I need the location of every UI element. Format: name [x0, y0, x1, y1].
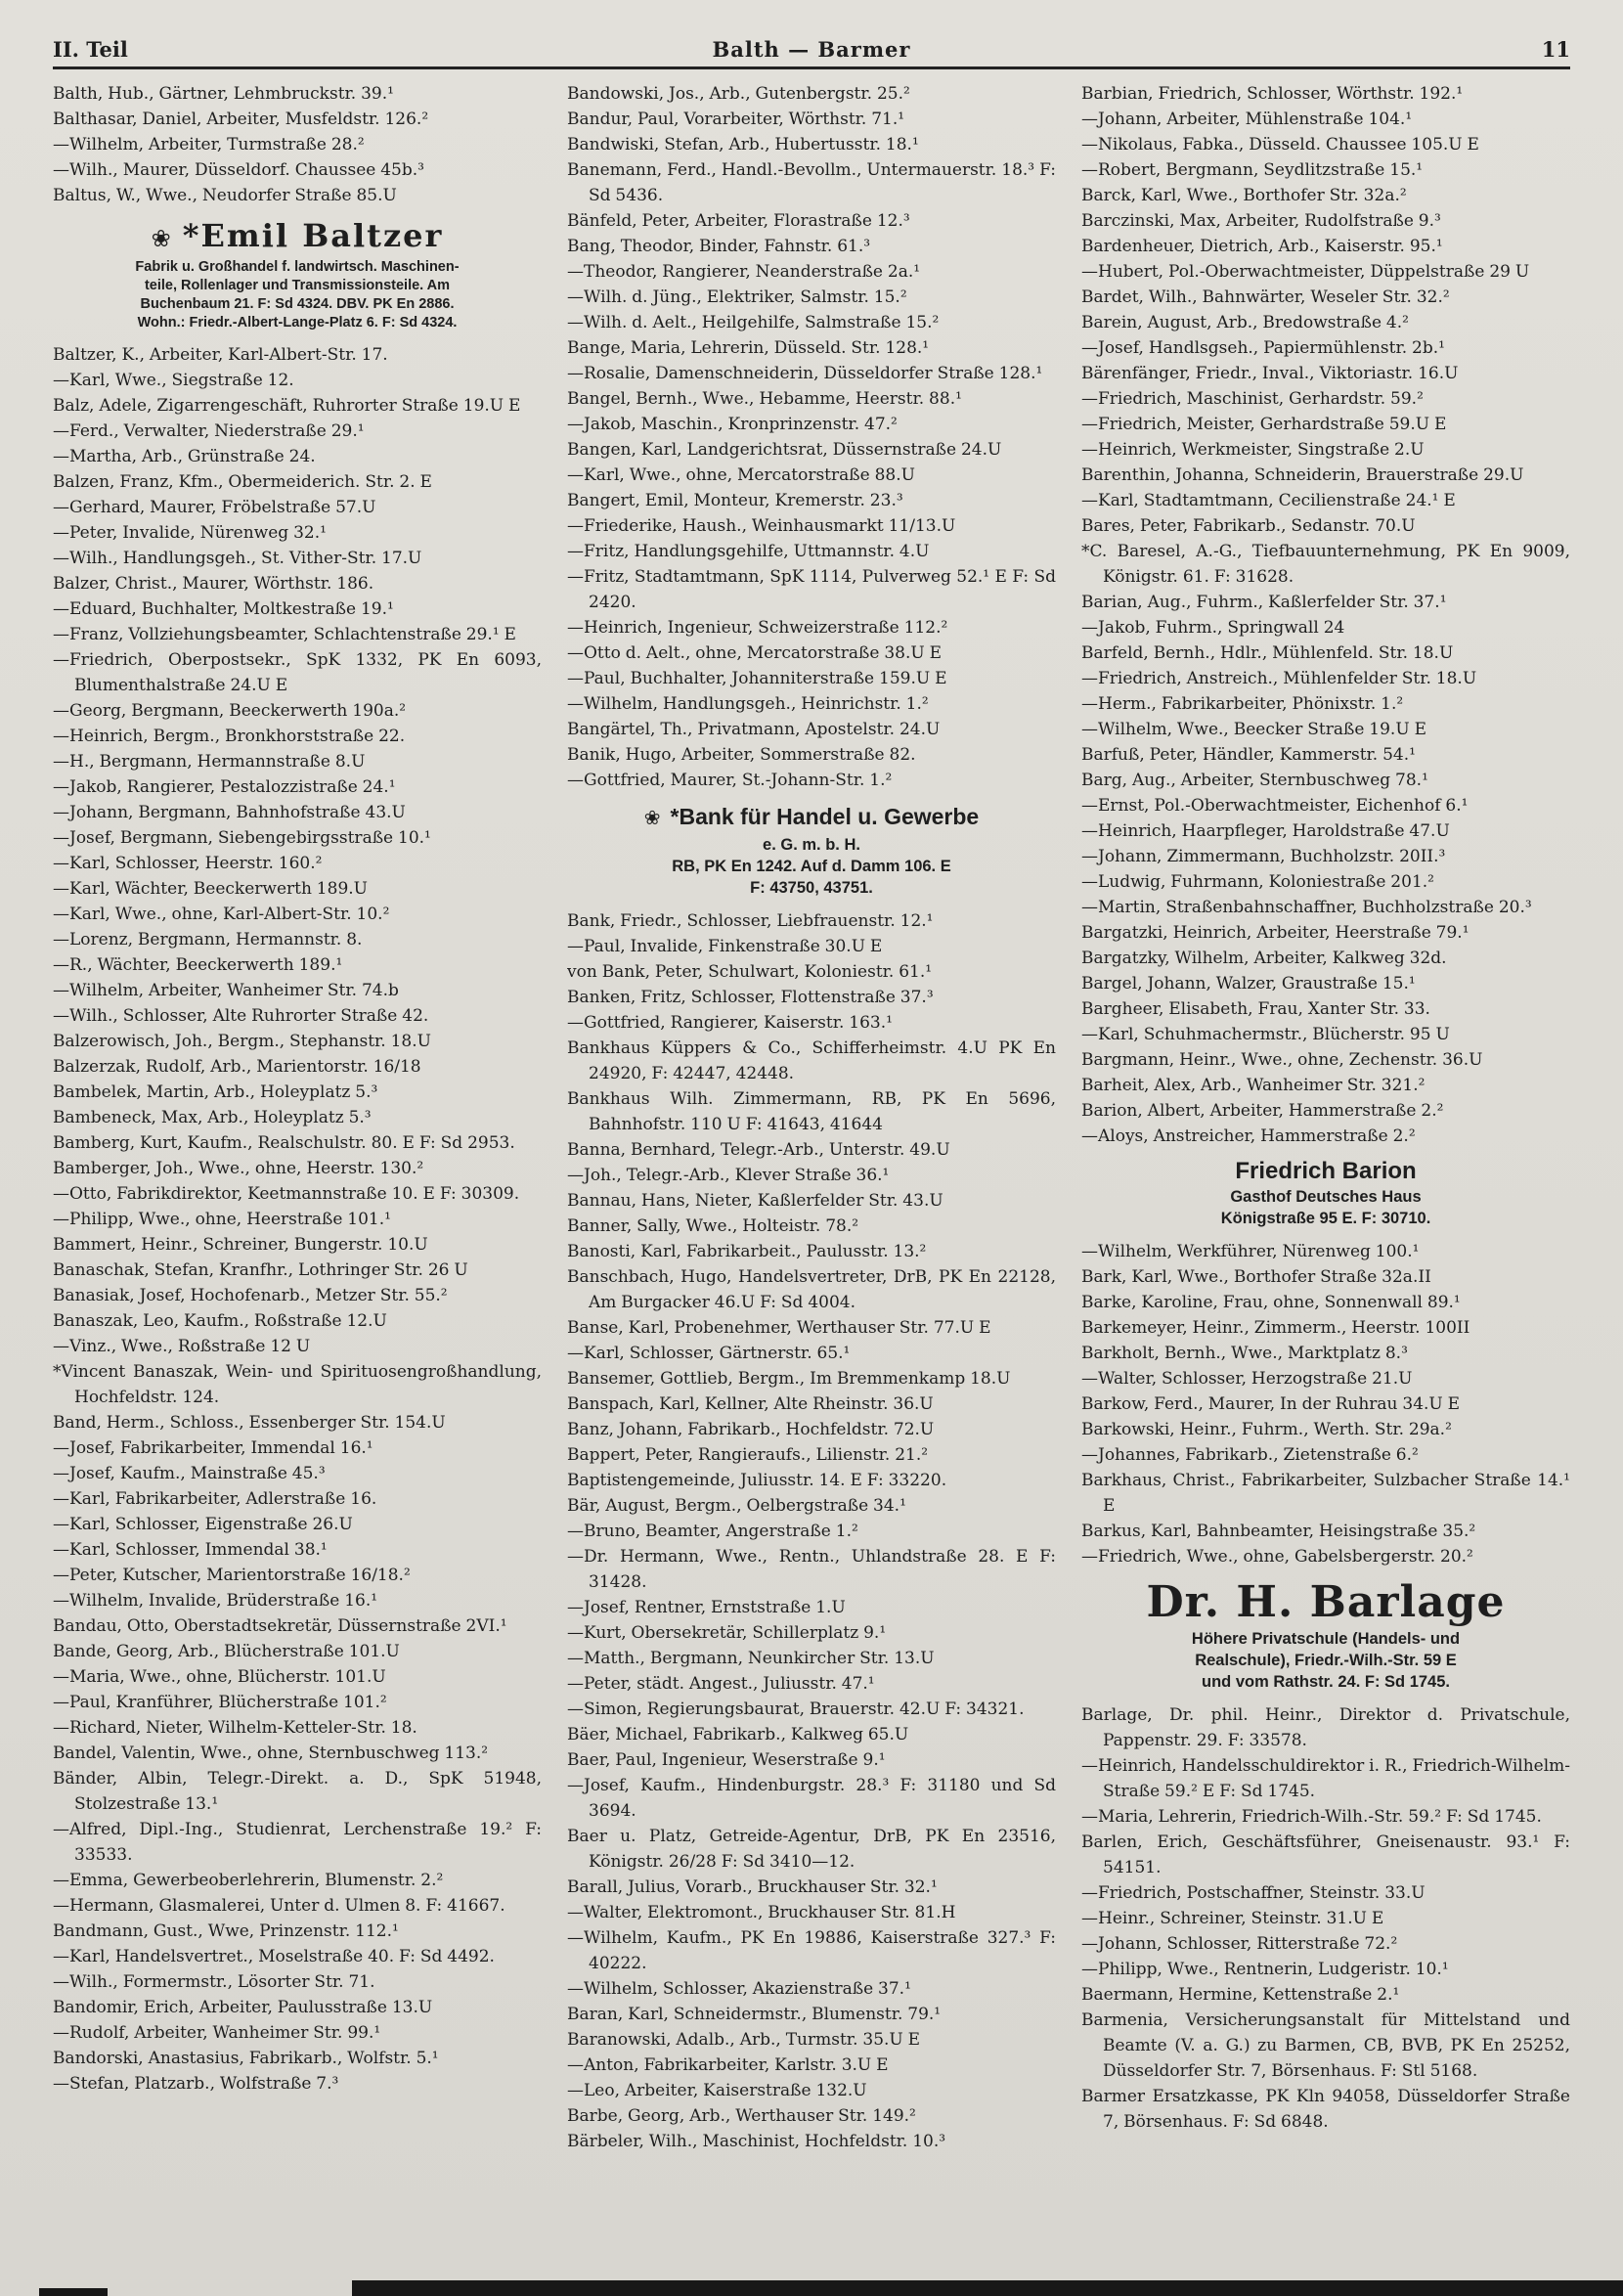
directory-entry: —Karl, Stadtamtmann, Cecilienstraße 24.¹ E: [1081, 491, 1456, 510]
directory-entry: Banna, Bernhard, Telegr.-Arb., Unterstr. 49.U: [567, 1140, 950, 1160]
directory-entry: Banner, Sally, Wwe., Holteistr. 78.²: [567, 1216, 859, 1236]
directory-entry: Bandwiski, Stefan, Arb., Hubertusstr. 18.¹: [567, 135, 919, 155]
directory-entry: —Herm., Fabrikarbeiter, Phönixstr. 1.²: [1081, 694, 1404, 714]
directory-entry: —Vinz., Wwe., Roßstraße 12 U: [53, 1337, 311, 1356]
page-edge-mark: [39, 2288, 108, 2296]
directory-entry: —Friederike, Haush., Weinhausmarkt 11/13.U: [567, 516, 956, 536]
directory-entry: —Rosalie, Damenschneiderin, Düsseldorfer Straße 128.¹: [567, 364, 1043, 383]
directory-entry: Balzerzak, Rudolf, Arb., Marientorstr. 16/18: [53, 1057, 421, 1077]
directory-entry: —Philipp, Wwe., Rentnerin, Ludgeristr. 10.¹: [1081, 1960, 1449, 1979]
directory-entry: Bardet, Wilh., Bahnwärter, Weseler Str. 32.²: [1081, 287, 1450, 307]
directory-entry: —Maria, Wwe., ohne, Blücherstr. 101.U: [53, 1667, 386, 1687]
flower-ornament-icon: ❀: [151, 225, 173, 252]
directory-entry: —Friedrich, Maschinist, Gerhardstr. 59.²: [1081, 389, 1424, 409]
directory-entry: —Friedrich, Postschaffner, Steinstr. 33.U: [1081, 1883, 1426, 1903]
directory-entry: Barg, Aug., Arbeiter, Sternbuschweg 78.¹: [1081, 771, 1428, 790]
directory-entry: —Peter, Kutscher, Marientorstraße 16/18.²: [53, 1566, 411, 1585]
directory-entry: —Rudolf, Arbeiter, Wanheimer Str. 99.¹: [53, 2023, 381, 2043]
directory-entry: —Friedrich, Anstreich., Mühlenfelder Str. 18.U: [1081, 669, 1477, 688]
directory-entry: Barkemeyer, Heinr., Zimmerm., Heerstr. 100II: [1081, 1318, 1470, 1338]
directory-entry: —Johann, Zimmermann, Buchholzstr. 20II.³: [1081, 847, 1446, 866]
directory-entry: —Wilh., Maurer, Düsseldorf. Chaussee 45b.³: [53, 160, 424, 180]
directory-entry: Bangert, Emil, Monteur, Kremerstr. 23.³: [567, 491, 903, 510]
directory-entry: Bangen, Karl, Landgerichtsrat, Düssernstraße 24.U: [567, 440, 1002, 460]
directory-entry: —Lorenz, Bergmann, Hermannstr. 8.: [53, 930, 363, 949]
directory-entry: Bande, Georg, Arb., Blücherstraße 101.U: [53, 1642, 400, 1661]
directory-entry: Bammert, Heinr., Schreiner, Bungerstr. 10.U: [53, 1235, 428, 1255]
directory-entry: —Aloys, Anstreicher, Hammerstraße 2.²: [1081, 1126, 1416, 1146]
directory-entry: Bange, Maria, Lehrerin, Düsseld. Str. 128.¹: [567, 338, 930, 358]
directory-entry: Barkow, Ferd., Maurer, In der Ruhrau 34.U E: [1081, 1394, 1461, 1414]
ad-line: Buchenbaum 21. F: Sd 4324. DBV. PK En 2886.: [140, 296, 455, 312]
directory-entry: —R., Wächter, Beeckerwerth 189.¹: [53, 955, 343, 975]
directory-entry: Bankhaus Wilh. Zimmermann, RB, PK En 5696, Bahnhofstr. 110 U F: 41643, 41644: [567, 1089, 1056, 1134]
directory-entry: —Eduard, Buchhalter, Moltkestraße 19.¹: [53, 599, 394, 619]
ad-title-text: *Bank für Handel u. Gewerbe: [670, 804, 980, 829]
directory-entry: —Wilh., Schlosser, Alte Ruhrorter Straße 42.: [53, 1006, 429, 1026]
directory-entry: Barkhaus, Christ., Fabrikarbeiter, Sulzbacher Straße 14.¹ E: [1081, 1471, 1570, 1516]
directory-entry: —Leo, Arbeiter, Kaiserstraße 132.U: [567, 2081, 867, 2100]
directory-entry: Barlen, Erich, Geschäftsführer, Gneisenaustr. 93.¹ F: 54151.: [1081, 1832, 1570, 1877]
directory-entry: —Emma, Gewerbeoberlehrerin, Blumenstr. 2.²: [53, 1871, 444, 1890]
directory-entry: —Theodor, Rangierer, Neanderstraße 2a.¹: [567, 262, 921, 282]
directory-entry: Barheit, Alex, Arb., Wanheimer Str. 321.²: [1081, 1076, 1426, 1095]
directory-entry: Balzer, Christ., Maurer, Wörthstr. 186.: [53, 574, 374, 594]
ad-line: RB, PK En 1242. Auf d. Damm 106. E: [672, 858, 951, 875]
ad-emil-baltzer: [53, 216, 542, 332]
directory-entry: —Josef, Rentner, Ernststraße 1.U: [567, 1598, 846, 1617]
directory-entry: Bank, Friedr., Schlosser, Liebfrauenstr. 12.¹: [567, 911, 934, 931]
directory-entry: Banemann, Ferd., Handl.-Bevollm., Untermauerstr. 18.³ F: Sd 5436.: [567, 160, 1056, 205]
directory-entry: Bandorski, Anastasius, Fabrikarb., Wolfstr. 5.¹: [53, 2049, 439, 2068]
directory-entry: —Heinr., Schreiner, Steinstr. 31.U E: [1081, 1909, 1384, 1928]
column-1: [53, 81, 542, 2272]
directory-entry: —Peter, städt. Angest., Juliusstr. 47.¹: [567, 1674, 875, 1694]
directory-entry: Barion, Albert, Arbeiter, Hammerstraße 2.²: [1081, 1101, 1444, 1121]
directory-entry: Bappert, Peter, Rangieraufs., Lilienstr. 21.²: [567, 1445, 929, 1465]
column-2: [567, 81, 1056, 2272]
directory-entry: Barck, Karl, Wwe., Borthofer Str. 32a.²: [1081, 186, 1407, 205]
directory-entry: Band, Herm., Schloss., Essenberger Str. 154.U: [53, 1413, 446, 1433]
directory-entry: —Nikolaus, Fabka., Düsseld. Chaussee 105.U E: [1081, 135, 1479, 155]
column-3: [1081, 81, 1570, 2272]
directory-entry: Bänfeld, Peter, Arbeiter, Florastraße 12.³: [567, 211, 910, 231]
directory-entry: —Ernst, Pol.-Oberwachtmeister, Eichenhof 6.¹: [1081, 796, 1469, 816]
directory-entry: —Peter, Invalide, Nürenweg 32.¹: [53, 523, 327, 543]
directory-entry: —Heinrich, Werkmeister, Singstraße 2.U: [1081, 440, 1425, 460]
directory-entry: —Robert, Bergmann, Seydlitzstraße 15.¹: [1081, 160, 1424, 180]
directory-entry: —Wilhelm, Kaufm., PK En 19886, Kaiserstraße 327.³ F: 40222.: [567, 1928, 1056, 1973]
directory-entry: —Heinrich, Ingenieur, Schweizerstraße 112.²: [567, 618, 948, 638]
directory-entry: Bandel, Valentin, Wwe., ohne, Sternbuschweg 113.²: [53, 1744, 489, 1763]
ad-title-text: Dr. H. Barlage: [1146, 1577, 1506, 1627]
directory-entry: Balzen, Franz, Kfm., Obermeiderich. Str. 2. E: [53, 472, 432, 492]
directory-entry: —Otto, Fabrikdirektor, Keetmannstraße 10. E F: 30309.: [53, 1184, 520, 1204]
ad-line: Fabrik u. Großhandel f. landwirtsch. Maschinen-: [135, 259, 460, 275]
ad-line: Realschule), Friedr.-Wilh.-Str. 59 E: [1195, 1652, 1457, 1669]
directory-entry: —Friedrich, Wwe., ohne, Gabelsbergerstr. 20.²: [1081, 1547, 1473, 1567]
directory-entry: Bargatzki, Heinrich, Arbeiter, Heerstraße 79.¹: [1081, 923, 1469, 943]
directory-entry: Barfuß, Peter, Händler, Kammerstr. 54.¹: [1081, 745, 1416, 765]
directory-entry: —Josef, Bergmann, Siebengebirgsstraße 10.¹: [53, 828, 431, 848]
directory-entry: Bargel, Johann, Walzer, Graustraße 15.¹: [1081, 974, 1416, 993]
directory-entry: Banschbach, Hugo, Handelsvertreter, DrB, PK En 22128, Am Burgacker 46.U F: Sd 4004.: [567, 1267, 1056, 1312]
directory-entry: Balz, Adele, Zigarrengeschäft, Ruhrorter Straße 19.U E: [53, 396, 521, 416]
directory-entry: Barkus, Karl, Bahnbeamter, Heisingstraße 35.²: [1081, 1522, 1476, 1541]
running-head: Balth — Barmer: [712, 37, 911, 62]
ad-title-text: *Emil Baltzer: [182, 217, 444, 254]
directory-entry: —Fritz, Stadtamtmann, SpK 1114, Pulverweg 52.¹ E F: Sd 2420.: [567, 567, 1056, 612]
directory-entry: Bandowski, Jos., Arb., Gutenbergstr. 25.²: [567, 84, 910, 104]
directory-entry: Bambelek, Martin, Arb., Holeyplatz 5.³: [53, 1082, 378, 1102]
directory-entry: Banz, Johann, Fabrikarb., Hochfeldstr. 72.U: [567, 1420, 935, 1439]
directory-entry: Barfeld, Bernh., Hdlr., Mühlenfeld. Str. 18.U: [1081, 643, 1454, 663]
directory-entry: Bandmann, Gust., Wwe, Prinzenstr. 112.¹: [53, 1921, 399, 1941]
directory-entry: —Wilhelm, Wwe., Beecker Straße 19.U E: [1081, 720, 1426, 739]
directory-entry: —Johann, Schlosser, Ritterstraße 72.²: [1081, 1934, 1398, 1954]
directory-entry: Bankhaus Küppers & Co., Schifferheimstr. 4.U PK En 24920, F: 42447, 42448.: [567, 1038, 1056, 1083]
directory-entry: Banspach, Karl, Kellner, Alte Rheinstr. 36.U: [567, 1394, 934, 1414]
directory-entry: —Georg, Bergmann, Beeckerwerth 190a.²: [53, 701, 407, 721]
directory-entry: —Ludwig, Fuhrmann, Koloniestraße 201.²: [1081, 872, 1434, 892]
directory-entry: —Simon, Regierungsbaurat, Brauerstr. 42.U F: 34321.: [567, 1700, 1025, 1719]
directory-entry: —Paul, Invalide, Finkenstraße 30.U E: [567, 937, 883, 956]
directory-entry: —Wilhelm, Arbeiter, Wanheimer Str. 74.b: [53, 981, 399, 1000]
directory-entry: Bäer, Michael, Fabrikarb., Kalkweg 65.U: [567, 1725, 909, 1744]
directory-entry: Bamberger, Joh., Wwe., ohne, Heerstr. 130.²: [53, 1159, 424, 1178]
ad-title-text: Friedrich Barion: [1235, 1158, 1417, 1184]
directory-entry: Barall, Julius, Vorarb., Bruckhauser Str. 32.¹: [567, 1877, 938, 1897]
directory-entry: —Karl, Schlosser, Immendal 38.¹: [53, 1540, 328, 1560]
directory-entry: Bargatzky, Wilhelm, Arbeiter, Kalkweg 32d.: [1081, 949, 1447, 968]
directory-entry: Bambeneck, Max, Arb., Holeyplatz 5.³: [53, 1108, 372, 1127]
directory-entry: —Karl, Handelsvertret., Moselstraße 40. F: Sd 4492.: [53, 1947, 495, 1966]
ad-line: Höhere Privatschule (Handels- und: [1191, 1630, 1461, 1648]
directory-entry: —Wilh., Formermstr., Lösorter Str. 71.: [53, 1972, 375, 1992]
directory-entry: Balzerowisch, Joh., Bergm., Stephanstr. 18.U: [53, 1032, 431, 1051]
directory-entry: —Matth., Bergmann, Neunkircher Str. 13.U: [567, 1649, 935, 1668]
directory-entry: Banse, Karl, Probenehmer, Werthauser Str. 77.U E: [567, 1318, 991, 1338]
directory-entry: Bang, Theodor, Binder, Fahnstr. 61.³: [567, 237, 871, 256]
directory-entry: —Karl, Schlosser, Gärtnerstr. 65.¹: [567, 1344, 851, 1363]
directory-entry: Balth, Hub., Gärtner, Lehmbruckstr. 39.¹: [53, 84, 394, 104]
directory-entry: —Gerhard, Maurer, Fröbelstraße 57.U: [53, 498, 376, 517]
directory-entry: Banken, Fritz, Schlosser, Flottenstraße 37.³: [567, 988, 934, 1007]
directory-entry: Baer u. Platz, Getreide-Agentur, DrB, PK En 23516, Königstr. 26/28 F: Sd 3410—12.: [567, 1827, 1056, 1872]
directory-entry: Barbe, Georg, Arb., Werthauser Str. 149.²: [567, 2106, 916, 2126]
ad-line: Königstraße 95 E. F: 30710.: [1220, 1210, 1431, 1227]
directory-entry: Banik, Hugo, Arbeiter, Sommerstraße 82.: [567, 745, 916, 765]
directory-entry: —Karl, Schlosser, Heerstr. 160.²: [53, 854, 323, 873]
directory-entry: Baltzer, K., Arbeiter, Karl-Albert-Str. 17.: [53, 345, 388, 365]
ad-line: e. G. m. b. H.: [763, 836, 860, 854]
directory-entry: Bargheer, Elisabeth, Frau, Xanter Str. 33.: [1081, 999, 1430, 1019]
directory-entry: —Heinrich, Handelsschuldirektor i. R., Friedrich-Wilhelm-Straße 59.² E F: Sd 1745.: [1081, 1756, 1570, 1801]
ad-title: [1081, 1157, 1570, 1186]
directory-entry: von Bank, Peter, Schulwart, Koloniestr. 61.¹: [567, 962, 933, 982]
directory-entry: Barian, Aug., Fuhrm., Kaßlerfelder Str. 37.¹: [1081, 593, 1447, 612]
header-rule: [53, 66, 1570, 69]
directory-entry: —Karl, Wwe., Siegstraße 12.: [53, 371, 294, 390]
section-label: II. Teil: [53, 37, 128, 62]
directory-entry: Bandau, Otto, Oberstadtsekretär, Düssernstraße 2VI.¹: [53, 1616, 507, 1636]
directory-entry: Balthasar, Daniel, Arbeiter, Musfeldstr. 126.²: [53, 110, 429, 129]
directory-entry: Banaszak, Leo, Kaufm., Roßstraße 12.U: [53, 1311, 387, 1331]
directory-entry: —Hubert, Pol.-Oberwachtmeister, Düppelstraße 29 U: [1081, 262, 1530, 282]
directory-entry: —Heinrich, Bergm., Bronkhorststraße 22.: [53, 727, 406, 746]
ad-title: [53, 216, 542, 258]
directory-entry: —Joh., Telegr.-Arb., Klever Straße 36.¹: [567, 1166, 890, 1185]
directory-entry: —H., Bergmann, Hermannstraße 8.U: [53, 752, 366, 772]
directory-entry: —Paul, Kranführer, Blücherstraße 101.²: [53, 1693, 387, 1712]
directory-entry: —Jakob, Maschin., Kronprinzenstr. 47.²: [567, 415, 898, 434]
directory-entry: —Wilhelm, Handlungsgeh., Heinrichstr. 1.²: [567, 694, 929, 714]
directory-entry: —Dr. Hermann, Wwe., Rentn., Uhlandstraße 28. E F: 31428.: [567, 1547, 1056, 1592]
ad-friedrich-barion: [1081, 1157, 1570, 1229]
ad-line: teile, Rollenlager und Transmissionsteile. Am: [144, 278, 451, 293]
directory-entry: Bandur, Paul, Vorarbeiter, Wörthstr. 71.¹: [567, 110, 905, 129]
directory-entry: Barein, August, Arb., Bredowstraße 4.²: [1081, 313, 1409, 332]
directory-entry: —Martin, Straßenbahnschaffner, Buchholzstraße 20.³: [1081, 898, 1532, 917]
directory-entry: —Wilhelm, Schlosser, Akazienstraße 37.¹: [567, 1979, 911, 1999]
directory-entry: —Josef, Kaufm., Mainstraße 45.³: [53, 1464, 326, 1483]
directory-entry: Bärenfänger, Friedr., Inval., Viktoriastr. 16.U: [1081, 364, 1459, 383]
directory-entry: Barke, Karoline, Frau, ohne, Sonnenwall 89.¹: [1081, 1293, 1461, 1312]
directory-entry: Barkholt, Bernh., Wwe., Marktplatz 8.³: [1081, 1344, 1408, 1363]
directory-entry: —Johann, Arbeiter, Mühlenstraße 104.¹: [1081, 110, 1413, 129]
directory-entry: Baltus, W., Wwe., Neudorfer Straße 85.U: [53, 186, 397, 205]
directory-entry: —Karl, Wwe., ohne, Mercatorstraße 88.U: [567, 465, 915, 485]
directory-entry: —Bruno, Beamter, Angerstraße 1.²: [567, 1522, 858, 1541]
directory-entry: Baermann, Hermine, Kettenstraße 2.¹: [1081, 1985, 1400, 2005]
directory-entry: Bangel, Bernh., Wwe., Hebamme, Heerstr. 88.¹: [567, 389, 962, 409]
directory-entry: —Friedrich, Meister, Gerhardstraße 59.U E: [1081, 415, 1447, 434]
directory-entry: Bardenheuer, Dietrich, Arb., Kaiserstr. 95.¹: [1081, 237, 1443, 256]
directory-entry: —Jakob, Fuhrm., Springwall 24: [1081, 618, 1345, 638]
directory-entry: —Wilhelm, Arbeiter, Turmstraße 28.²: [53, 135, 365, 155]
directory-entry: Barmer Ersatzkasse, PK Kln 94058, Düsseldorfer Straße 7, Börsenhaus. F: Sd 6848.: [1081, 2087, 1570, 2132]
page-header: [53, 37, 1570, 62]
directory-entry: —Gottfried, Rangierer, Kaiserstr. 163.¹: [567, 1013, 893, 1033]
directory-entry: —Walter, Schlosser, Herzogstraße 21.U: [1081, 1369, 1413, 1389]
directory-entry: —Heinrich, Haarpfleger, Haroldstraße 47.U: [1081, 821, 1450, 841]
directory-entry: —Gottfried, Maurer, St.-Johann-Str. 1.²: [567, 771, 893, 790]
ad-title: [567, 801, 1056, 834]
ad-title: [1081, 1577, 1570, 1628]
directory-entry: —Wilh., Handlungsgeh., St. Vither-Str. 17.U: [53, 549, 422, 568]
directory-entry: —Josef, Fabrikarbeiter, Immendal 16.¹: [53, 1438, 373, 1458]
directory-entry: *Vincent Banaszak, Wein- und Spirituosengroßhandlung, Hochfeldstr. 124.: [53, 1362, 542, 1407]
directory-entry: Baer, Paul, Ingenieur, Weserstraße 9.¹: [567, 1750, 886, 1770]
directory-entry: —Johannes, Fabrikarb., Zietenstraße 6.²: [1081, 1445, 1419, 1465]
flower-ornament-icon: ❀: [643, 808, 661, 829]
directory-entry: Bangärtel, Th., Privatmann, Apostelstr. 24.U: [567, 720, 941, 739]
directory-entry: —Karl, Wwe., ohne, Karl-Albert-Str. 10.²: [53, 905, 390, 924]
directory-entry: —Karl, Fabrikarbeiter, Adlerstraße 16.: [53, 1489, 377, 1509]
directory-entry: Bares, Peter, Fabrikarb., Sedanstr. 70.U: [1081, 516, 1416, 536]
directory-entry: —Philipp, Wwe., ohne, Heerstraße 101.¹: [53, 1210, 391, 1229]
directory-entry: Bargmann, Heinr., Wwe., ohne, Zechenstr. 36.U: [1081, 1050, 1483, 1070]
directory-entry: —Otto d. Aelt., ohne, Mercatorstraße 38.U E: [567, 643, 943, 663]
directory-entry: *C. Baresel, A.-G., Tiefbauunternehmung, PK En 9009, Königstr. 61. F: 31628.: [1081, 542, 1570, 587]
directory-columns: [53, 81, 1570, 2272]
ad-line: Wohn.: Friedr.-Albert-Lange-Platz 6. F: Sd 4324.: [137, 315, 458, 331]
page-number: 11: [1541, 37, 1570, 62]
directory-entry: —Jakob, Rangierer, Pestalozzistraße 24.¹: [53, 777, 396, 797]
directory-entry: —Anton, Fabrikarbeiter, Karlstr. 3.U E: [567, 2055, 889, 2075]
directory-entry: Baptistengemeinde, Juliusstr. 14. E F: 33220.: [567, 1471, 947, 1490]
ad-line: und vom Rathstr. 24. F: Sd 1745.: [1202, 1673, 1450, 1691]
page-edge-shadow: [352, 2280, 1623, 2296]
directory-entry: —Wilh. d. Aelt., Heilgehilfe, Salmstraße 15.²: [567, 313, 940, 332]
directory-entry: —Stefan, Platzarb., Wolfstraße 7.³: [53, 2074, 339, 2094]
directory-entry: —Friedrich, Oberpostsekr., SpK 1332, PK En 6093, Blumenthalstraße 24.U E: [53, 650, 542, 695]
directory-entry: Barczinski, Max, Arbeiter, Rudolfstraße 9.³: [1081, 211, 1441, 231]
directory-entry: Bänder, Albin, Telegr.-Direkt. a. D., SpK 51948, Stolzestraße 13.¹: [53, 1769, 542, 1814]
directory-entry: —Wilhelm, Invalide, Brüderstraße 16.¹: [53, 1591, 378, 1611]
directory-entry: Bamberg, Kurt, Kaufm., Realschulstr. 80. E F: Sd 2953.: [53, 1133, 515, 1153]
directory-entry: Barkowski, Heinr., Fuhrm., Werth. Str. 29a.²: [1081, 1420, 1452, 1439]
directory-entry: Barenthin, Johanna, Schneiderin, Brauerstraße 29.U: [1081, 465, 1524, 485]
directory-entry: —Kurt, Obersekretär, Schillerplatz 9.¹: [567, 1623, 887, 1643]
directory-entry: —Paul, Buchhalter, Johanniterstraße 159.U E: [567, 669, 947, 688]
directory-entry: —Richard, Nieter, Wilhelm-Ketteler-Str. 18.: [53, 1718, 417, 1738]
directory-entry: —Martha, Arb., Grünstraße 24.: [53, 447, 316, 466]
directory-entry: —Josef, Handlsgseh., Papiermühlenstr. 2b.¹: [1081, 338, 1445, 358]
directory-entry: Bandomir, Erich, Arbeiter, Paulusstraße 13.U: [53, 1998, 433, 2017]
directory-entry: —Josef, Kaufm., Hindenburgstr. 28.³ F: 31180 und Sd 3694.: [567, 1776, 1056, 1821]
directory-entry: Banosti, Karl, Fabrikarbeit., Paulusstr. 13.²: [567, 1242, 927, 1261]
directory-entry: —Karl, Schlosser, Eigenstraße 26.U: [53, 1515, 353, 1534]
directory-entry: —Hermann, Glasmalerei, Unter d. Ulmen 8. F: 41667.: [53, 1896, 505, 1916]
directory-entry: Barmenia, Versicherungsanstalt für Mittelstand und Beamte (V. a. G.) zu Barmen, CB, BVB, PK En 25252, Düsseldorfer Str. 7, Börsenhaus. F: Stl 5168.: [1081, 2010, 1570, 2081]
directory-entry: Barlage, Dr. phil. Heinr., Direktor d. Privatschule, Pappenstr. 29. F: 33578.: [1081, 1705, 1570, 1750]
directory-entry: Baranowski, Adalb., Arb., Turmstr. 35.U E: [567, 2030, 921, 2050]
directory-entry: —Alfred, Dipl.-Ing., Studienrat, Lerchenstraße 19.² F: 33533.: [53, 1820, 542, 1865]
directory-entry: —Maria, Lehrerin, Friedrich-Wilh.-Str. 59.² F: Sd 1745.: [1081, 1807, 1542, 1827]
ad-bank-handel: [567, 801, 1056, 899]
directory-entry: —Wilhelm, Werkführer, Nürenweg 100.¹: [1081, 1242, 1420, 1261]
directory-entry: Banasiak, Josef, Hochofenarb., Metzer Str. 55.²: [53, 1286, 448, 1305]
directory-entry: —Walter, Elektromont., Bruckhauser Str. 81.H: [567, 1903, 956, 1922]
directory-entry: Bärbeler, Wilh., Maschinist, Hochfeldstr. 10.³: [567, 2132, 946, 2151]
directory-entry: Baran, Karl, Schneidermstr., Blumenstr. 79.¹: [567, 2005, 942, 2024]
directory-entry: Bark, Karl, Wwe., Borthofer Straße 32a.II: [1081, 1267, 1431, 1287]
directory-entry: Barbian, Friedrich, Schlosser, Wörthstr. 192.¹: [1081, 84, 1464, 104]
directory-entry: —Johann, Bergmann, Bahnhofstraße 43.U: [53, 803, 406, 822]
ad-line: F: 43750, 43751.: [750, 879, 873, 897]
directory-entry: Bannau, Hans, Nieter, Kaßlerfelder Str. 43.U: [567, 1191, 943, 1211]
directory-entry: —Karl, Wächter, Beeckerwerth 189.U: [53, 879, 368, 899]
directory-entry: —Fritz, Handlungsgehilfe, Uttmannstr. 4.U: [567, 542, 930, 561]
directory-entry: —Karl, Schuhmachermstr., Blücherstr. 95 U: [1081, 1025, 1450, 1044]
ad-dr-barlage: [1081, 1577, 1570, 1693]
ad-line: Gasthof Deutsches Haus: [1230, 1188, 1422, 1206]
directory-entry: Bär, August, Bergm., Oelbergstraße 34.¹: [567, 1496, 906, 1516]
directory-entry: —Ferd., Verwalter, Niederstraße 29.¹: [53, 421, 365, 441]
directory-entry: Bansemer, Gottlieb, Bergm., Im Bremmenkamp 18.U: [567, 1369, 1011, 1389]
directory-entry: —Franz, Vollziehungsbeamter, Schlachtenstraße 29.¹ E: [53, 625, 516, 644]
directory-entry: Banaschak, Stefan, Kranfhr., Lothringer Str. 26 U: [53, 1260, 468, 1280]
directory-entry: —Wilh. d. Jüng., Elektriker, Salmstr. 15.²: [567, 287, 907, 307]
